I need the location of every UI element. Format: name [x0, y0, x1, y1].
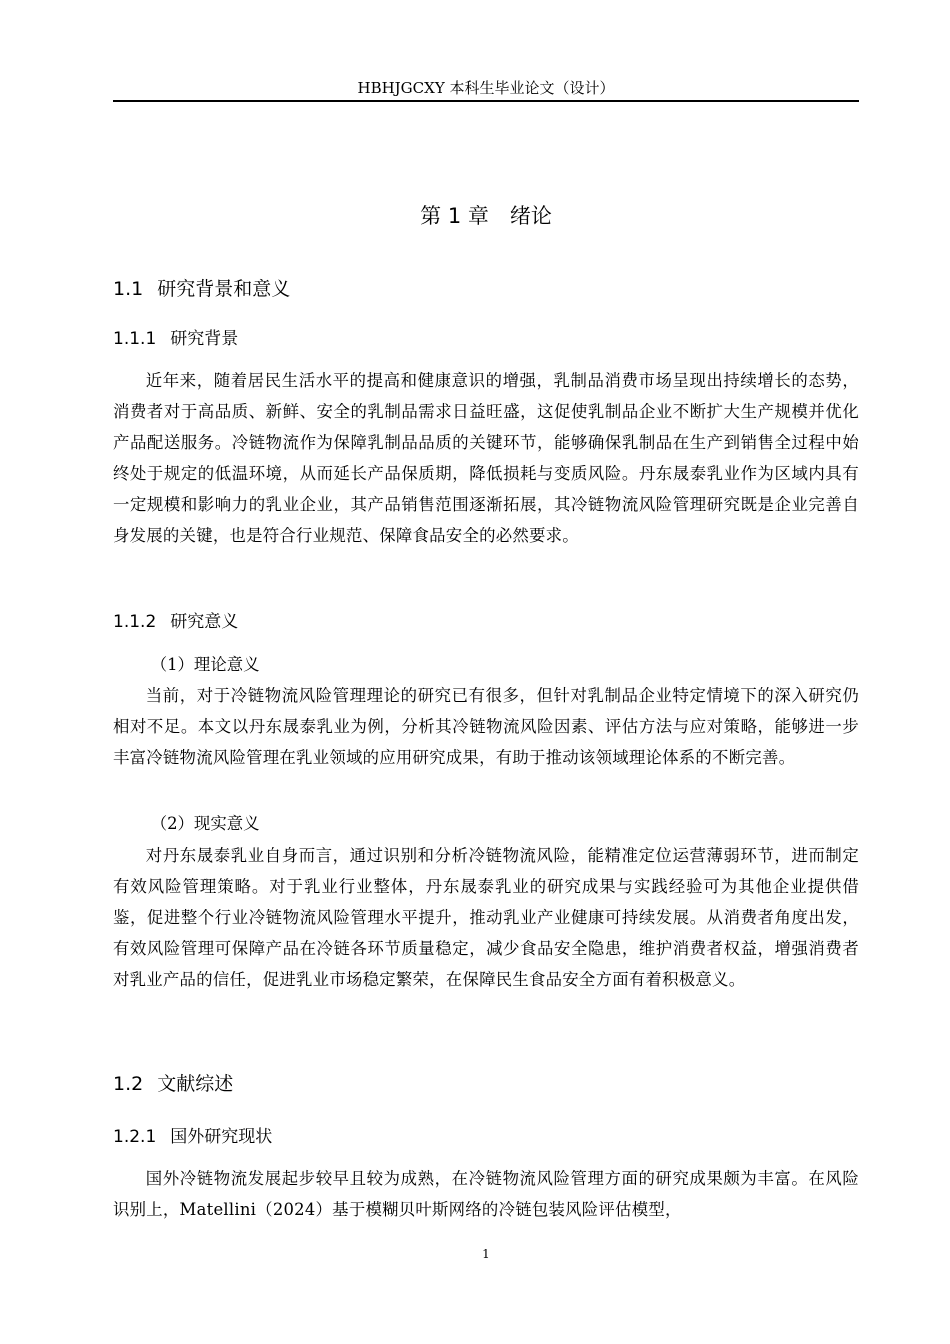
section-number: 1.1 [113, 278, 144, 300]
subheading-practice: （2）现实意义 [150, 814, 260, 833]
section-number: 1.2.1 [113, 1127, 157, 1147]
paragraph-background: 近年来，随着居民生活水平的提高和健康意识的增强，乳制品消费市场呈现出持续增长的态势，消费者对于高品质、新鲜、安全的乳制品需求日益旺盛，这促使乳制品企业不断扩大生产规模并优化产品配送服务。冷链物流作为保障乳制品品质的关键环节，能够确保乳制品在生产到销售全过程中始终处于规定的低温环境，从而延长产品保质期，降低损耗与变质风险。丹东晟泰乳业作为区域内具有一定规模和影响力的乳业企业，其产品销售范围逐渐拓展，其冷链物流风险管理研究既是企业完善自身发展的关键，也是符合行业规范、保障食品安全的必然要求。 [113, 371, 859, 545]
section-heading-1-1-2 [113, 609, 859, 635]
paragraph-practice: 对丹东晟泰乳业自身而言，通过识别和分析冷链物流风险，能精准定位运营薄弱环节，进而制定有效风险管理策略。对于乳业行业整体，丹东晟泰乳业的研究成果与实践经验可为其他企业提供借鉴，促进整个行业冷链物流风险管理水平提升，推动乳业产业健康可持续发展。从消费者角度出发，有效风险管理可保障产品在冷链各环节质量稳定，减少食品安全隐患，维护消费者权益，增强消费者对乳业产品的信任，促进乳业市场稳定繁荣，在保障民生食品安全方面有着积极意义。 [113, 846, 859, 989]
section-heading-1-1 [113, 274, 859, 304]
page-number: 1 [482, 1247, 490, 1261]
section-title: 研究背景和意义 [157, 278, 291, 300]
section-number: 1.1.2 [113, 612, 157, 632]
section-number: 1.2 [113, 1073, 144, 1095]
section-title: 研究意义 [170, 612, 239, 632]
section-number: 1.1.1 [113, 329, 157, 349]
section-heading-1-2-1 [113, 1124, 859, 1150]
header-rule [113, 100, 859, 102]
section-title: 研究背景 [170, 329, 239, 349]
section-heading-1-1-1 [113, 326, 859, 352]
subheading-theory: （1）理论意义 [150, 655, 260, 674]
paragraph-foreign-research: 国外冷链物流发展起步较早且较为成熟，在冷链物流风险管理方面的研究成果颇为丰富。在风险识别上，Matellini（2024）基于模糊贝叶斯网络的冷链包装风险评估模型， [113, 1169, 859, 1219]
paragraph-theory: 当前，对于冷链物流风险管理理论的研究已有很多，但针对乳制品企业特定情境下的深入研究仍相对不足。本文以丹东晟泰乳业为例，分析其冷链物流风险因素、评估方法与应对策略，能够进一步丰富冷链物流风险管理在乳业领域的应用研究成果，有助于推动该领域理论体系的不断完善。 [113, 686, 859, 767]
chapter-title: 第 1 章 绪论 [420, 204, 552, 228]
section-title: 国外研究现状 [170, 1127, 273, 1147]
running-header: HBHJGCXY 本科生毕业论文（设计） [357, 79, 615, 97]
section-title: 文献综述 [157, 1073, 234, 1095]
section-heading-1-2 [113, 1069, 859, 1099]
